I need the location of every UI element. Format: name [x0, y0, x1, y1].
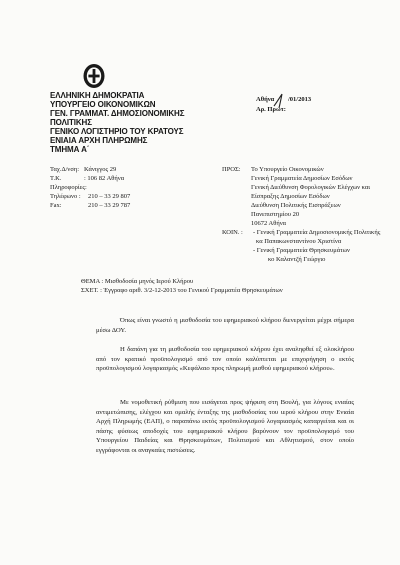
body-paragraph-1: Όπως είναι γνωστό η μισθοδοσία του εφημεριακού κλήρου διενεργείται μέχρι σήμερα μέσω ΔΟΥ.	[96, 317, 354, 334]
date-prefix: Αθήνα	[256, 96, 275, 103]
fax-value: 210 – 33 29 787	[88, 202, 131, 209]
cc-line: κο Καλαντζή Γεώργιο	[268, 256, 326, 263]
phone-value: 210 – 33 29 807	[88, 193, 131, 200]
cc-line: - Γενική Γραμματεία Θρησκευμάτων	[253, 247, 350, 254]
header-line-5: ΓΕΝΙΚΟ ΛΟΓΙΣΤΗΡΙΟ ΤΟΥ ΚΡΑΤΟΥΣ	[50, 127, 184, 136]
cc-label: ΚΟΙΝ. :	[222, 229, 243, 236]
date-suffix: /01/2013	[288, 96, 312, 103]
info-label: Πληροφορίες:	[50, 184, 87, 191]
header-line-2: ΥΠΟΥΡΓΕΙΟ ΟΙΚΟΝΟΜΙΚΩΝ	[50, 100, 156, 109]
to-line: Γενική Γραμματεία Δημοσίων Εσόδων	[251, 175, 353, 182]
greek-state-emblem-icon	[82, 63, 106, 89]
to-line: Γενική Διεύθυνση Φορολογικών Ελέγχων και	[251, 184, 371, 191]
postcode-value: : 106 82 Αθήνα	[84, 175, 125, 182]
subject-reference: ΣΧΕΤ. : Έγγραφο αριθ. 3/2-12-2013 του Γενικού Γραμματέα Θρησκευμάτων	[81, 287, 283, 294]
street-label: Ταχ.Δ/νση:	[50, 166, 80, 173]
header-line-1: ΕΛΛΗΝΙΚΗ ΔΗΜΟΚΡΑΤΙΑ	[50, 91, 145, 100]
subject-theme: ΘΕΜΑ : Μισθοδοσία μηνός Ιερού Κλήρου	[81, 278, 194, 285]
protocol-label: Αρ. Πρωτ:	[256, 106, 286, 113]
to-line: 10672 Αθήνα	[251, 220, 287, 227]
to-line: Διεύθυνση Πολιτικής Εισπράξεων	[251, 202, 341, 209]
postcode-label: Τ.Κ.	[50, 175, 62, 182]
phone-label: Τηλέφωνο :	[50, 193, 81, 200]
header-line-3: ΓΕΝ. ΓΡΑΜΜΑΤ. ΔΗΜΟΣΙΟΝΟΜΙΚΗΣ	[50, 109, 185, 118]
header-line-4: ΠΟΛΙΤΙΚΗΣ	[50, 118, 92, 127]
to-line: Το Υπουργείο Οικονομικών	[251, 166, 324, 173]
cc-line: κα Παπακωνσταντίνου Χριστίνα	[256, 238, 342, 245]
to-line: Πανεπιστημίου 20	[251, 211, 300, 218]
to-line: Είσπραξης Δημοσίων Εσόδων	[251, 193, 330, 200]
fax-label: Fax:	[50, 202, 62, 209]
body-paragraph-2: Η δαπάνη για τη μισθοδοσία του εφημεριακού κλήρου έχει αναληφθεί εξ ολοκλήρου από τον κρατικό προϋπολογισμό από τον οποίο καλύπτεται με επιχορήγηση ο εκτός προϋπολογισμού λογαριασμός «Κεφάλαιο προς πληρωμή μισθού εφημεριακού κλήρου».	[96, 346, 354, 373]
street-value: Κάνιγγος 29	[84, 166, 117, 173]
to-label: ΠΡΟΣ:	[222, 166, 241, 173]
cc-line: - Γενική Γραμματεία Δημοσιονομικής Πολιτικής	[253, 229, 381, 236]
header-line-7: ΤΜΗΜΑ Α΄	[50, 145, 90, 154]
body-paragraph-3: Με νομοθετική ρύθμιση που εισάγεται προς ψήφιση στη Βουλή, για λόγους ενιαίας αντιμετώπισης, ελέγχου και ομαλής ένταξης της μισθοδοσίας του ιερού κλήρου στην Ενιαία Αρχή Πληρωμής (ΕΑΠ), ο παραπάνω εκτός προϋπολογισμού λογαριασμός καταργείται και οι πάσης φύσεως αποδοχές του εφημεριακού κλήρου βαρύνουν τον προϋπολογισμό του Υπουργείου Παιδείας και Θρησκευμάτων, Πολιτισμού και Αθλητισμού, στον οποίο εγγράφονται οι αναγκαίες πιστώσεις.	[96, 399, 354, 454]
header-line-6: ΕΝΙΑΙΑ ΑΡΧΗ ΠΛΗΡΩΜΗΣ	[50, 136, 148, 145]
